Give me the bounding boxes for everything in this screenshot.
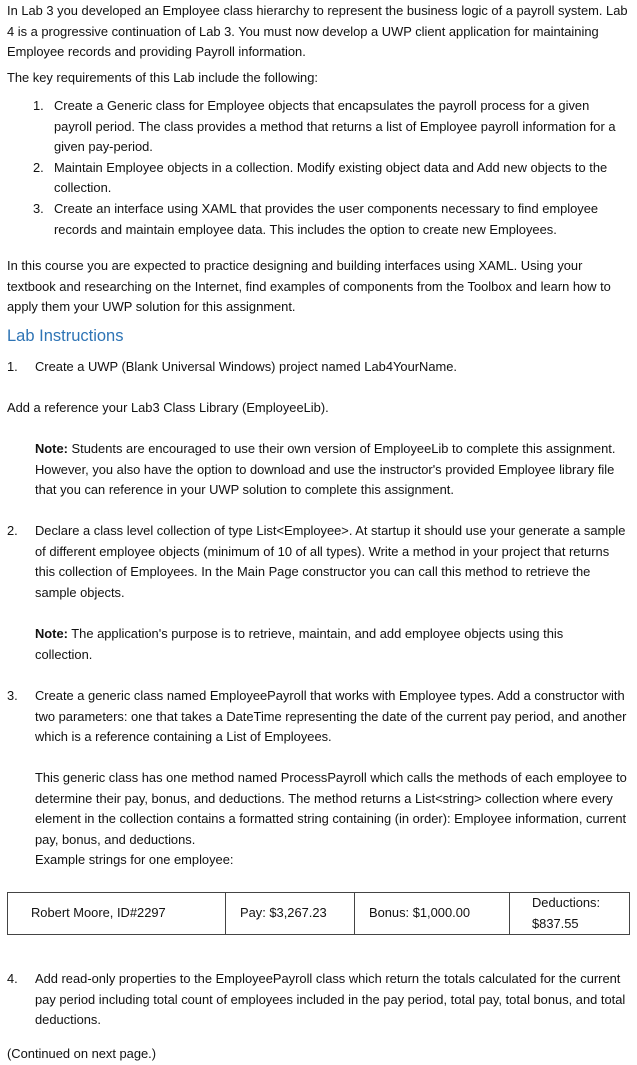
step-1-note (35, 439, 627, 501)
note-label: Note: (35, 626, 68, 641)
step-text: Create a UWP (Blank Universal Windows) project named Lab4YourName. (35, 359, 457, 374)
deductions-cell: Deductions: $837.55 (510, 893, 630, 935)
step-3 (7, 686, 632, 748)
step-number: 4. (7, 971, 18, 986)
pay-cell: Pay: $3,267.23 (226, 893, 355, 935)
requirement-number: 1. (33, 98, 44, 113)
requirement-item (33, 199, 623, 240)
key-requirements-heading: The key requirements of this Lab include the following: (7, 70, 318, 85)
step-2 (7, 521, 632, 603)
step-4 (7, 969, 632, 1031)
requirement-number: 3. (33, 200, 44, 216)
step-number: 3. (7, 688, 18, 703)
requirement-text: Create a Generic class for Employee objects that encapsulates the payroll process for a given payroll period. The class provides a method that returns a list of Employee payroll information for a given pay-period. (54, 98, 616, 155)
step-text: Declare a class level collection of type List<Employee>. At startup it should use your generate a sample of different employee objects (minimum of 10 of all types). Write a method in your project that returns this collection of Employees. In the Main Page constructor you can call this method to retrieve the sample objects. (35, 523, 626, 600)
note-text: Students are encouraged to use their own version of EmployeeLib to complete this assignment. However, you also have the option to download and use the instructor's provided Employee library file that you can reference in your UWP solution to complete this assignment. (35, 441, 616, 498)
method-description-text: This generic class has one method named ProcessPayroll which calls the methods of each employee to determine their pay, bonus, and deductions. The method returns a List<string> collection where every element in the collection contains a formatted string containing (in order): Employee information, current pay, bonus, and deductions. (35, 770, 627, 847)
step-1 (7, 357, 632, 378)
employee-cell: Robert Moore, ID#2297 (8, 893, 226, 935)
note-text: The application's purpose is to retrieve, maintain, and add employee objects using this collection. (35, 626, 564, 662)
intro-paragraph: In Lab 3 you developed an Employee class hierarchy to represent the business logic of a payroll system. Lab 4 is a progressive continuation of Lab 3. You must now develop a UWP client application for maintaining Employee records and providing Payroll information. (7, 3, 628, 60)
step-number: 1. (7, 359, 18, 374)
requirement-item (33, 96, 623, 158)
example-output-table (7, 892, 630, 935)
step-text: Create a generic class named EmployeePayroll that works with Employee types. Add a constructor with two parameters: one that takes a DateTime representing the date of the current pay period, and another which is a reference containing a List of Employees. (35, 688, 627, 745)
requirement-number: 2. (33, 159, 44, 175)
step-text: Add read-only properties to the EmployeePayroll class which return the totals calculated for the current pay period including total count of employees included in the pay period, total pay, total bonus, and total deductions. (35, 971, 626, 1028)
requirement-item (33, 158, 623, 199)
requirements-list (33, 96, 623, 240)
note-label: Note: (35, 441, 68, 456)
step-3-method-description (35, 768, 632, 871)
example-label: Example strings for one employee: (35, 852, 234, 868)
requirement-text: Create an interface using XAML that provides the user components necessary to find employee records and maintain employee data. This includes the option to create new Employees. (54, 200, 599, 237)
table-row (8, 893, 630, 935)
requirement-text: Maintain Employee objects in a collection. Modify existing object data and Add new objects to the collection. (54, 159, 608, 196)
step-number: 2. (7, 523, 18, 538)
course-paragraph: In this course you are expected to practice designing and building interfaces using XAML. Using your textbook and researching on the Internet, find examples of components from the Toolbox and learn how to apply them your UWP solution for this assignment. (7, 258, 611, 315)
lab-instructions-heading: Lab Instructions (7, 327, 124, 345)
bonus-cell: Bonus: $1,000.00 (355, 893, 510, 935)
step-2-note (35, 624, 605, 665)
step-1-reference: Add a reference your Lab3 Class Library (EmployeeLib). (7, 400, 329, 415)
continued-note: (Continued on next page.) (7, 1046, 157, 1061)
